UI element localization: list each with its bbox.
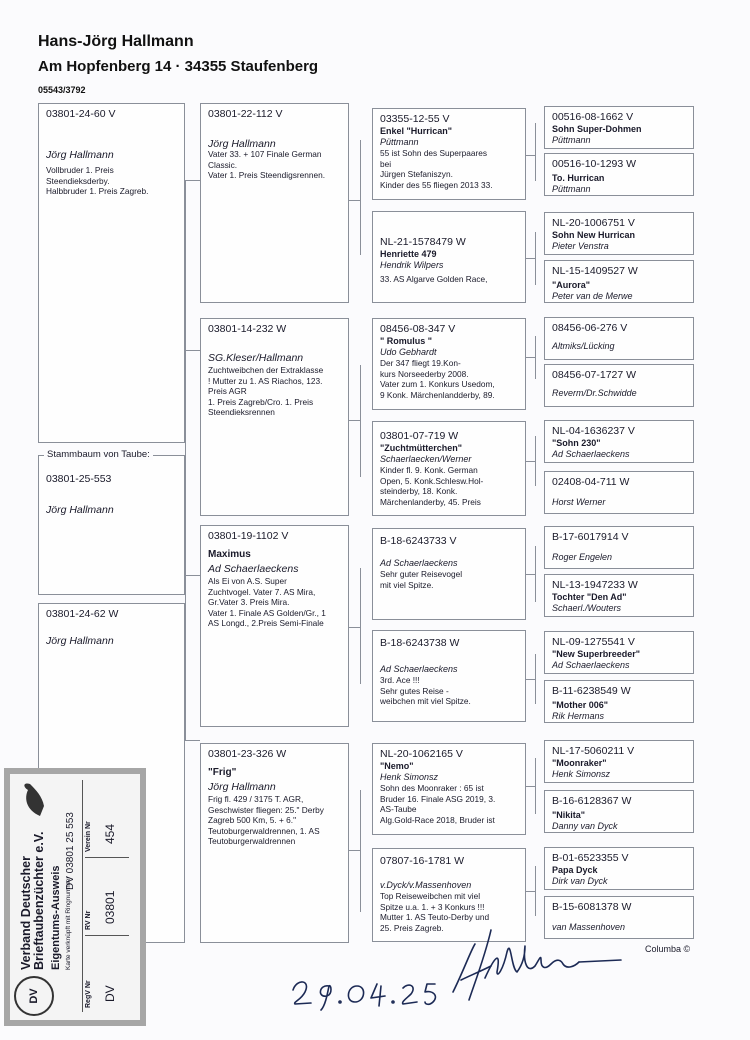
gen4-breeder: Püttmann	[552, 184, 591, 194]
pigeon-icon	[16, 780, 50, 820]
gen4-breeder: Horst Werner	[552, 497, 606, 507]
ownership-card	[4, 768, 146, 1026]
verband-logo-icon: DV	[14, 976, 54, 1016]
card-fields	[82, 780, 132, 1012]
gen4-card	[544, 471, 694, 514]
gen4-name: Tochter "Den Ad"	[552, 592, 627, 602]
gen4-breeder: Ad Schaerlaeckens	[552, 660, 630, 670]
gen4-ring: NL-20-1006751 V	[552, 217, 635, 229]
gen4-card	[544, 631, 694, 674]
gen2-ring: 03801-22-112 V	[208, 108, 283, 120]
owner-name: Hans-Jörg Hallmann	[38, 33, 194, 50]
gen3-breeder: Püttmann	[380, 137, 419, 147]
gen3-card	[372, 528, 526, 620]
gen3-name: Henriette 479	[380, 249, 437, 259]
gen3-card	[372, 630, 526, 722]
father-breeder: Jörg Hallmann	[46, 149, 114, 161]
gen2-text: Vater 33. + 107 Finale German Classic. Vater 1. Preis Steendigsrennen.	[208, 149, 325, 180]
gen4-card	[544, 740, 694, 783]
card-value: 03801	[103, 890, 117, 924]
gen4-ring: 00516-10-1293 W	[552, 158, 637, 170]
gen3-card	[372, 108, 526, 200]
gen4-breeder: Henk Simonsz	[552, 769, 611, 779]
gen4-ring: NL-17-5060211 V	[552, 745, 635, 757]
mother-breeder: Jörg Hallmann	[46, 635, 114, 647]
gen4-card	[544, 420, 694, 463]
gen4-name: Sohn Super-Dohmen	[552, 124, 642, 134]
gen4-ring: 00516-08-1662 V	[552, 111, 634, 123]
gen2-text: Als Ei von A.S. Super Zuchtvogel. Vater 7. AS Mira, Gr.Vater 3. Preis Mira. Vater 1. Finale AS Golden/Gr., 1 AS Longd., 2.Preis Semi-Finale	[208, 576, 326, 628]
gen3-ring: 07807-16-1781 W	[380, 855, 465, 867]
subject-ring: 03801-25-553	[46, 473, 112, 485]
gen3-name: "Zuchtmütterchen"	[380, 443, 463, 453]
gen4-ring: 08456-06-276 V	[552, 322, 628, 334]
gen4-breeder: Peter van de Merwe	[552, 291, 633, 301]
gen4-card	[544, 364, 694, 407]
gen3-text: Sehr guter Reisevogel mit viel Spitze.	[380, 569, 463, 590]
father-text: Vollbruder 1. Preis Steendieksderby. Halbbruder 1. Preis Zagreb.	[46, 165, 149, 196]
gen3-breeder: Schaerlaecken/Werner	[380, 454, 472, 464]
gen4-ring: NL-13-1947233 W	[552, 579, 638, 591]
owner-phone: 05543/3792	[38, 85, 86, 95]
gen3-breeder: v.Dyck/v.Massenhoven	[380, 880, 472, 890]
card-subtitle: Eigentums-Ausweis	[50, 865, 62, 970]
gen2-card	[200, 525, 349, 727]
gen3-ring: 03355-12-55 V	[380, 113, 450, 125]
gen4-breeder: Altmiks/Lücking	[552, 341, 615, 351]
gen3-breeder: Henk Simonsz	[380, 772, 439, 782]
gen3-text: 3rd. Ace !!! Sehr gutes Reise - weibchen mit viel Spitze.	[380, 675, 471, 706]
card-ring: DV 03801 25 553	[65, 812, 76, 890]
gen4-name: "Sohn 230"	[552, 438, 601, 448]
gen2-ring: 03801-14-232 W	[208, 323, 287, 335]
gen4-ring: NL-04-1636237 V	[552, 425, 635, 437]
card-value: 454	[103, 823, 117, 844]
gen4-breeder: Rik Hermans	[552, 711, 605, 721]
gen4-card	[544, 790, 694, 833]
gen2-card	[200, 318, 349, 516]
gen4-ring: 02408-04-711 W	[552, 476, 630, 488]
gen3-text: 33. AS Algarve Golden Race,	[380, 274, 488, 284]
subject-breeder: Jörg Hallmann	[46, 504, 114, 516]
gen3-name: Enkel "Hurrican"	[380, 126, 453, 136]
gen2-card	[200, 103, 349, 303]
gen4-ring: B-17-6017914 V	[552, 531, 629, 543]
gen3-text: Der 347 fliegt 19.Kon- kurs Norseederby 2008. Vater zum 1. Konkurs Usedom, 9 Konk. Märchenlandderby, 89.	[380, 358, 495, 400]
gen4-ring: NL-09-1275541 V	[552, 636, 635, 648]
gen4-ring: B-01-6523355 V	[552, 852, 629, 864]
gen2-ring: 03801-23-326 W	[208, 748, 287, 760]
gen4-name: "Moonraker"	[552, 758, 607, 768]
gen3-name: "Nemo"	[380, 761, 414, 771]
gen3-ring: 08456-08-347 V	[380, 323, 456, 335]
gen4-card	[544, 680, 694, 723]
gen4-card	[544, 153, 694, 196]
gen3-text: Sohn des Moonraker : 65 ist Bruder 16. Finale ASG 2019, 3. AS-Taube Alg.Gold-Race 2018, Bruder ist	[380, 783, 496, 825]
gen2-breeder: Jörg Hallmann	[208, 781, 276, 793]
gen4-card	[544, 317, 694, 360]
gen4-name: To. Hurrican	[552, 173, 605, 183]
gen3-ring: NL-20-1062165 V	[380, 748, 463, 760]
gen4-breeder: Pieter Venstra	[552, 241, 609, 251]
gen3-card	[372, 211, 526, 303]
gen4-card	[544, 106, 694, 149]
card-value: DV	[103, 985, 117, 1002]
gen3-ring: B-18-6243733 V	[380, 535, 457, 547]
gen2-breeder: Ad Schaerlaeckens	[208, 563, 299, 575]
gen2-name: "Frig"	[208, 767, 237, 778]
gen2-ring: 03801-19-1102 V	[208, 530, 289, 542]
gen2-card	[200, 743, 349, 943]
gen4-card	[544, 212, 694, 255]
mother-ring: 03801-24-62 W	[46, 608, 119, 620]
gen3-text: 55 ist Sohn des Superpaares bei Jürgen Stefaniszyn. Kinder des 55 fliegen 2013 33.	[380, 148, 493, 190]
gen3-text: Kinder fl. 9. Konk. German Open, 5. Konk.Schlesw.Hol- steinderby, 18. Konk. Märchenlanderby, 45. Preis	[380, 465, 484, 507]
gen4-breeder: Dirk van Dyck	[552, 876, 608, 886]
gen4-breeder: van Massenhoven	[552, 922, 626, 932]
gen4-card	[544, 260, 694, 303]
gen2-name: Maximus	[208, 549, 251, 560]
gen4-ring: 08456-07-1727 W	[552, 369, 637, 381]
handwritten-signature	[285, 920, 625, 1015]
gen2-breeder: SG.Kleser/Hallmann	[208, 352, 304, 364]
gen2-text: Zuchtweibchen der Extraklasse ! Mutter zu 1. AS Riachos, 123. Preis AGR 1. Preis Zagreb/Cro. 1. Preis Steendieksrennen	[208, 365, 324, 417]
gen3-breeder: Ad Schaerlaeckens	[380, 558, 458, 568]
gen4-name: "Mother 006"	[552, 700, 609, 710]
gen3-ring: B-18-6243738 W	[380, 637, 460, 649]
card-header: RegV Nr	[85, 980, 92, 1008]
father-card	[38, 103, 185, 443]
gen4-ring: NL-15-1409527 W	[552, 265, 638, 277]
gen4-breeder: Püttmann	[552, 135, 591, 145]
columba-credit: Columba ©	[645, 944, 691, 954]
owner-address: Am Hopfenberg 14 · 34355 Staufenberg	[38, 58, 319, 75]
gen3-breeder: Ad Schaerlaeckens	[380, 664, 458, 674]
subject-card	[38, 455, 185, 595]
gen4-name: Sohn New Hurrican	[552, 230, 636, 240]
card-header: Verein Nr	[85, 821, 92, 852]
gen3-card	[372, 421, 526, 516]
gen3-text: Top Reiseweibchen mit viel Spitze u.a. 1. + 3 Konkurs !!! Mutter 1. AS Teuto-Derby und 25. Preis Zagreb.	[380, 891, 490, 933]
gen3-breeder: Hendrik Wilpers	[380, 260, 444, 270]
gen4-card	[544, 526, 694, 569]
father-ring: 03801-24-60 V	[46, 108, 116, 120]
gen3-name: " Romulus "	[380, 336, 433, 346]
card-title: Verband Deutscher Brieftaubenzüchter e.V.	[19, 831, 46, 970]
gen3-breeder: Udo Gebhardt	[380, 347, 437, 357]
gen2-text: Frig fl. 429 / 3175 T. AGR, Geschwister fliegen: 25." Derby Zagreb 500 Km, 5. + 6." Teutoburgerwaldrennen, 1. AS Teutoburgerwaldrennen	[208, 794, 324, 846]
card-note: Karte verknüpft mit Ringnummer	[65, 876, 72, 970]
gen4-breeder: Roger Engelen	[552, 552, 613, 562]
gen4-name: "Nikita"	[552, 810, 586, 820]
gen4-breeder: Danny van Dyck	[552, 821, 618, 831]
gen2-breeder: Jörg Hallmann	[208, 138, 276, 150]
gen4-name: Papa Dyck	[552, 865, 598, 875]
gen3-ring: NL-21-1578479 W	[380, 236, 466, 248]
gen4-card	[544, 574, 694, 617]
gen4-ring: B-11-6238549 W	[552, 685, 631, 697]
gen4-name: "Aurora"	[552, 280, 591, 290]
gen4-ring: B-15-6081378 W	[552, 901, 632, 913]
gen3-ring: 03801-07-719 W	[380, 430, 459, 442]
gen4-breeder: Ad Schaerlaeckens	[552, 449, 630, 459]
gen4-card	[544, 847, 694, 890]
gen4-ring: B-16-6128367 W	[552, 795, 632, 807]
gen4-name: "New Superbreeder"	[552, 649, 641, 659]
gen4-breeder: Reverm/Dr.Schwidde	[552, 388, 637, 398]
gen3-card	[372, 318, 526, 410]
gen3-card	[372, 743, 526, 835]
stammbaum-label: Stammbaum von Taube:	[44, 449, 153, 460]
gen4-breeder: Schaerl./Wouters	[552, 603, 622, 613]
card-header: RV Nr	[85, 910, 92, 930]
